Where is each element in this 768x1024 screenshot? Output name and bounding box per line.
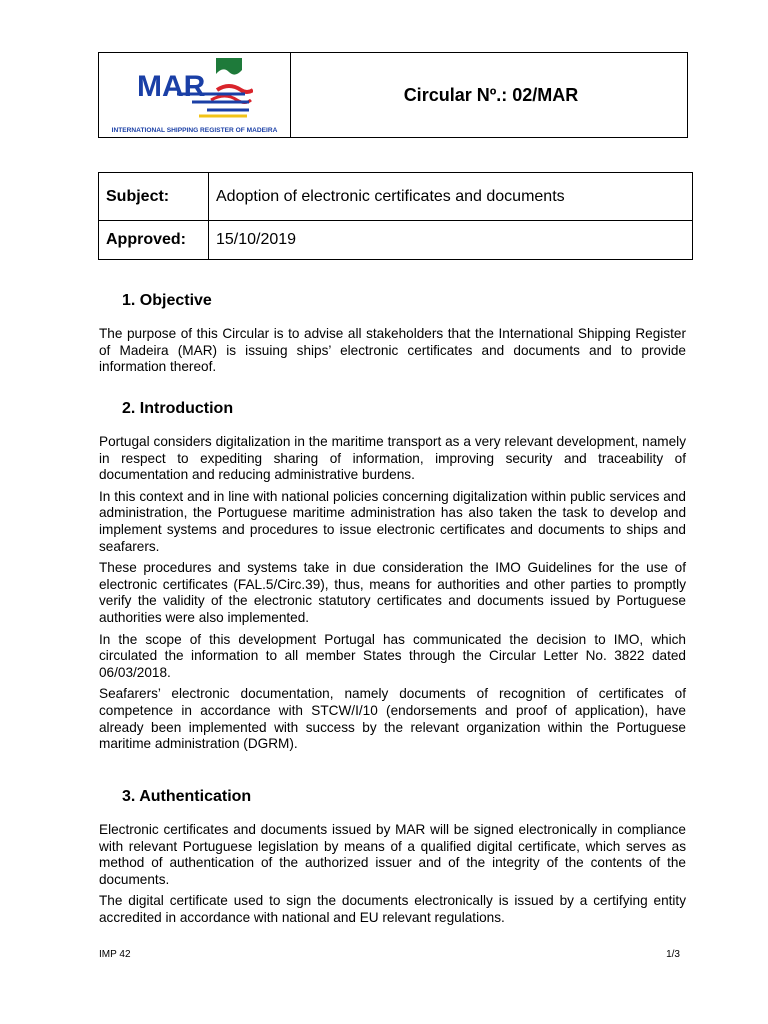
paragraph: Portugal considers digitalization in the maritime transport as a very relevant development, namely in respect to expediting sharing of information, improving security and traceability of documentation and reducing administrative burdens. [99,434,686,483]
subject-label: Subject: [99,173,209,221]
paragraph: In this context and in line with national policies concerning digitalization within public services and administration, the Portuguese maritime administration has also taken the task to develop and implement systems and procedures to issue electronic certificates and documents to ships and seafarers. [99,488,686,554]
footer-doc-code: IMP 42 [99,949,131,960]
logo-cell [99,53,291,137]
subject-value: Adoption of electronic certificates and documents [209,173,693,221]
paragraph: In the scope of this development Portugal has communicated the decision to IMO, which circulated the information to all member States through the Circular Letter No. 3822 dated 06/03/2018. [99,631,686,680]
paragraph: The digital certificate used to sign the documents electronically is issued by a certifying entity accredited in accordance with national and EU relevant regulations. [99,893,686,925]
paragraph: These procedures and systems take in due consideration the IMO Guidelines for the use of electronic certificates (FAL.5/Circ.39), thus, means for authorities and other parties to promptly verify the validity of the electronic statutory certificates and documents issued by Portuguese authorities were also implemented. [99,560,686,625]
section-body-objective [99,326,686,381]
circular-cell [291,53,687,137]
section-title-objective: 1. Objective [122,292,212,309]
circular-title: Circular Nº.: 02/MAR [403,84,579,105]
section-body-introduction [99,434,686,758]
section-body-authentication [99,822,686,932]
logo-wordmark: MAR [137,70,206,103]
header-box [98,52,688,138]
approved-label: Approved: [99,221,209,260]
paragraph: The purpose of this Circular is to advise all stakeholders that the International Shipping Register of Madeira (MAR) is issuing ships’ electronic certificates and documents and to provide information thereof. [99,326,686,375]
subject-row [99,173,693,221]
paragraph: Electronic certificates and documents issued by MAR will be signed electronically in compliance with relevant Portuguese legislation by means of a qualified digital certificate, which serves as method of authentication of the authorized issuer and of the integrity of the contents of the documents. [99,822,686,887]
mar-logo [137,56,253,126]
logo-caption: INTERNATIONAL SHIPPING REGISTER OF MADEIRA [111,127,278,134]
approved-row [99,221,693,260]
approved-value: 15/10/2019 [209,221,693,260]
footer-page-number: 1/3 [666,949,680,960]
paragraph: Seafarers’ electronic documentation, namely documents of recognition of certificates of competence in accordance with STCW/I/10 (endorsements and proof of application), have already been implemented with success by the relevant organization within the Portuguese maritime administration (DGRM). [99,686,686,752]
section-title-introduction: 2. Introduction [122,400,234,417]
subject-table [98,172,693,260]
section-title-authentication: 3. Authentication [122,788,252,805]
